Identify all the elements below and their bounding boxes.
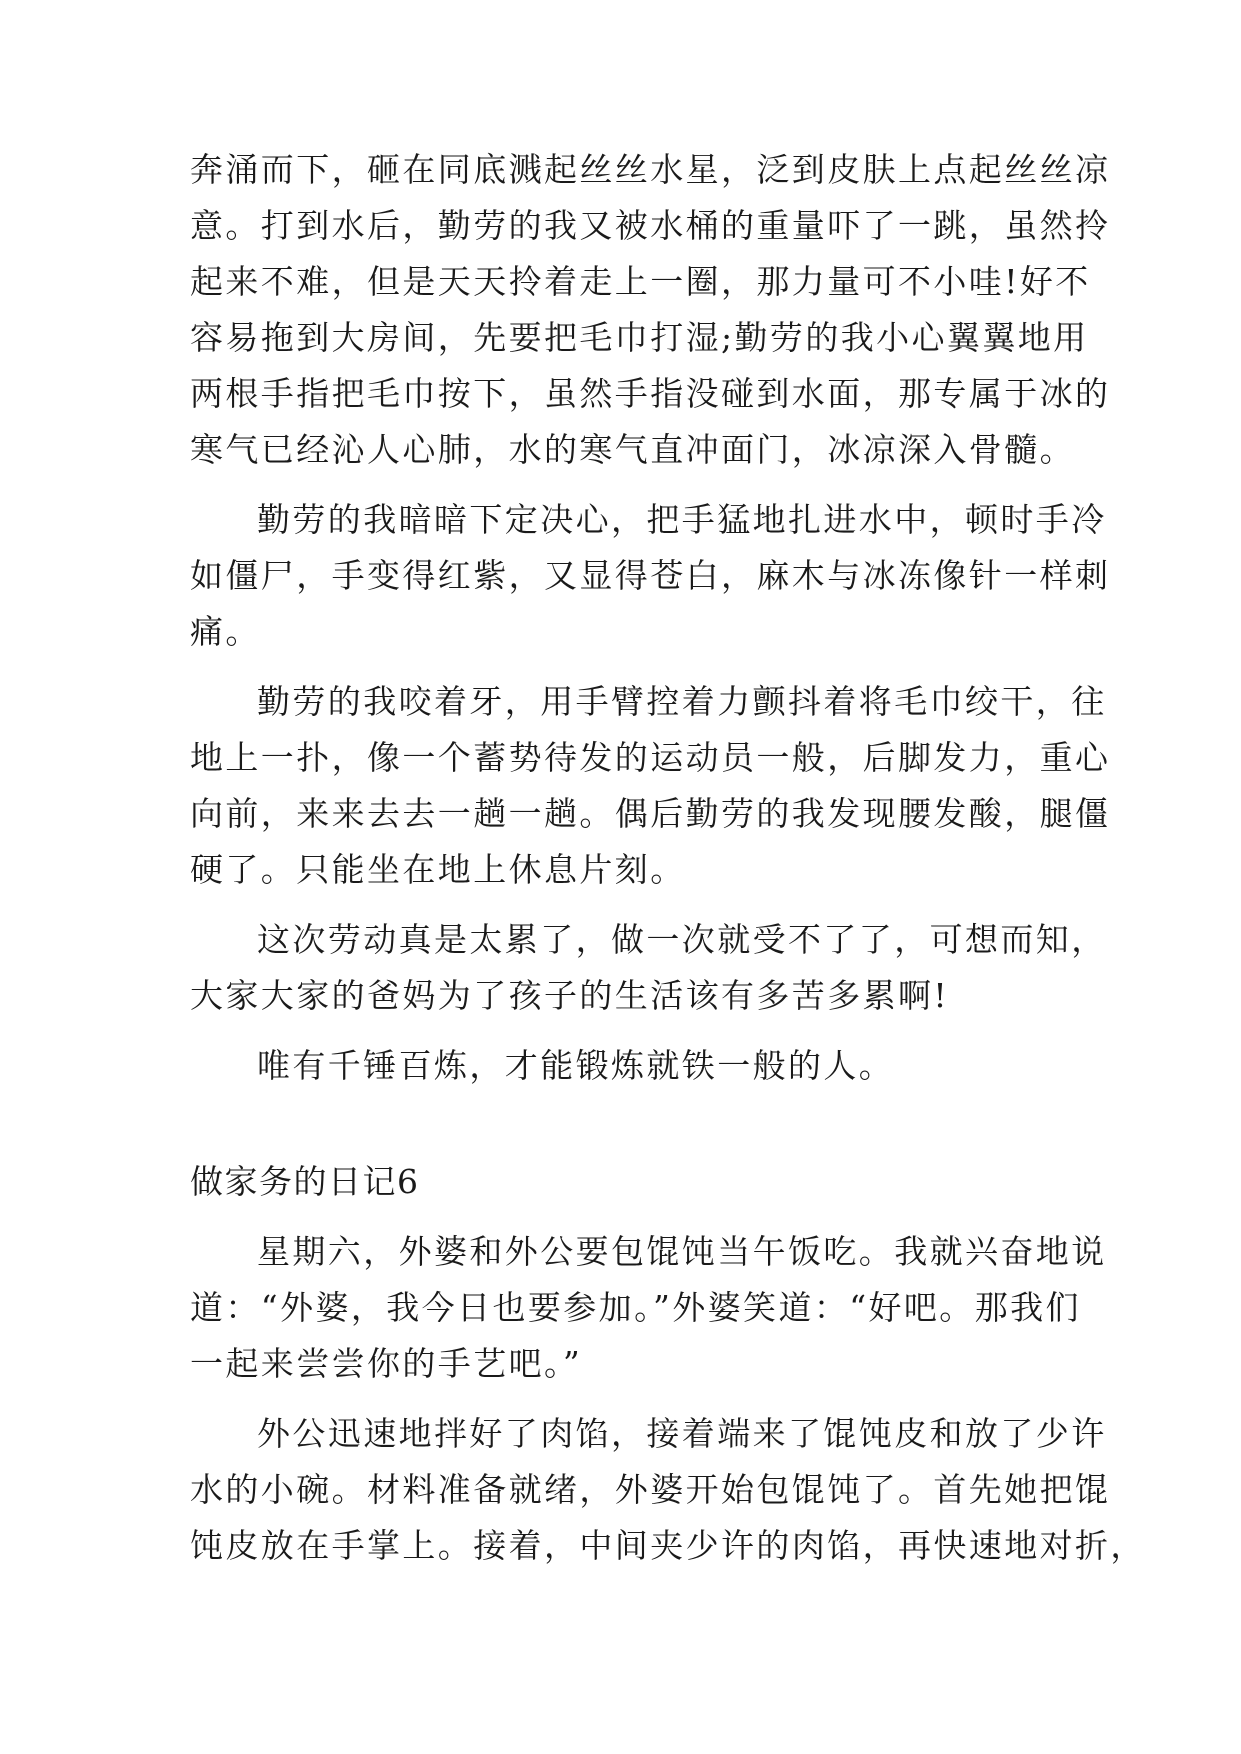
paragraph-line: 大家大家的爸妈为了孩子的生活该有多苦多累啊!	[190, 976, 950, 1015]
paragraph-line: 寒气已经沁人心肺，水的寒气直冲面门，冰凉深入骨髓。	[190, 430, 1075, 469]
paragraph-line: 两根手指把毛巾按下，虽然手指没碰到水面，那专属于冰的	[190, 374, 1111, 413]
paragraph-line: 唯有千锤百炼，才能锻炼就铁一般的人。	[257, 1046, 895, 1085]
paragraph-line: 奔涌而下，砸在同底溅起丝丝水星，泛到皮肤上点起丝丝凉	[190, 150, 1111, 189]
paragraph-line: 一起来尝尝你的手艺吧。”	[190, 1344, 583, 1383]
paragraph-line: 道：“外婆，我今日也要参加。”外婆笑道：“好吧。那我们	[190, 1288, 1081, 1327]
paragraph-line: 这次劳动真是太累了，做一次就受不了了，可想而知，	[257, 920, 1107, 959]
paragraph-line: 地上一扑，像一个蓄势待发的运动员一般，后脚发力，重心	[190, 738, 1111, 777]
paragraph-line: 如僵尸，手变得红紫，又显得苍白，麻木与冰冻像针一样刺	[190, 556, 1111, 595]
paragraph-line: 痛。	[190, 612, 261, 651]
paragraph-line: 外公迅速地拌好了肉馅，接着端来了馄饨皮和放了少许	[257, 1414, 1107, 1453]
paragraph-line: 水的小碗。材料准备就绪，外婆开始包馄饨了。首先她把馄	[190, 1470, 1111, 1509]
paragraph-line: 饨皮放在手掌上。接着，中间夹少许的肉馅，再快速地对折，	[190, 1526, 1146, 1565]
paragraph-line: 起来不难，但是天天拎着走上一圈，那力量可不小哇!好不	[190, 262, 1091, 301]
paragraph-line: 勤劳的我暗暗下定决心，把手猛地扎进水中，顿时手冷	[257, 500, 1107, 539]
paragraph-line: 勤劳的我咬着牙，用手臂控着力颤抖着将毛巾绞干，往	[257, 682, 1107, 721]
section-title: 做家务的日记6	[190, 1162, 420, 1201]
paragraph-line: 容易拖到大房间，先要把毛巾打湿;勤劳的我小心翼翼地用	[190, 318, 1089, 357]
paragraph-line: 星期六，外婆和外公要包馄饨当午饭吃。我就兴奋地说	[257, 1232, 1107, 1271]
paragraph-line: 硬了。只能坐在地上休息片刻。	[190, 850, 686, 889]
paragraph-line: 意。打到水后，勤劳的我又被水桶的重量吓了一跳，虽然拎	[190, 206, 1111, 245]
paragraph-line: 向前，来来去去一趟一趟。偶后勤劳的我发现腰发酸，腿僵	[190, 794, 1111, 833]
